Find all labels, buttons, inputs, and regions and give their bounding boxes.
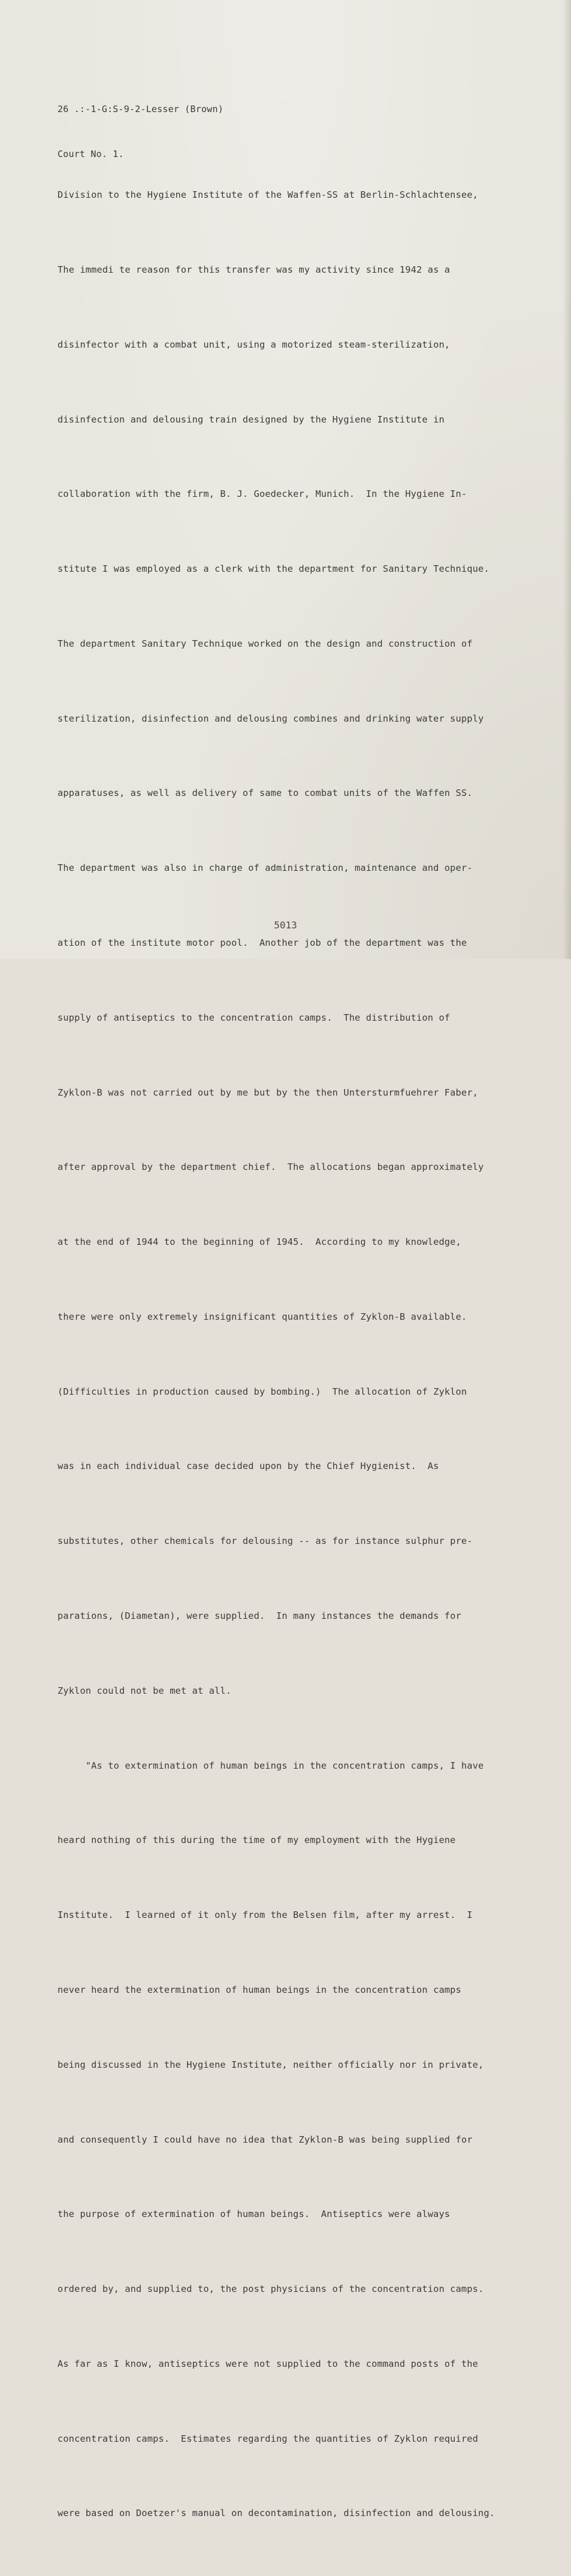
body-line: after approval by the department chief. The allocations began approximately [58, 1162, 484, 1173]
body-line: and consequently I could have no idea that Zyklon-B was being supplied for [58, 2134, 473, 2145]
body-line: collaboration with the firm, B. J. Goedecker, Munich. In the Hygiene In- [58, 488, 467, 500]
body-line: at the end of 1944 to the beginning of 1945. According to my knowledge, [58, 1236, 461, 1248]
body-line: Institute. I learned of it only from the Belsen film, after my arrest. I [58, 1910, 473, 1921]
body-line: parations, (Diametan), were supplied. In many instances the demands for [58, 1610, 461, 1622]
body-line: sterilization, disinfection and delousing combines and drinking water supply [58, 713, 484, 724]
body-line: "As to extermination of human beings in the concentration camps, I have [58, 1760, 484, 1771]
body-line: ordered by, and supplied to, the post physicians of the concentration camps. [58, 2284, 484, 2295]
body-line: substitutes, other chemicals for delousing -- as for instance sulphur pre- [58, 1536, 473, 1547]
body-line: The department Sanitary Technique worked on the design and construction of [58, 638, 473, 649]
body-line: (Difficulties in production caused by bombing.) The allocation of Zyklon [58, 1386, 467, 1397]
body-line: apparatuses, as well as delivery of same to combat units of the Waffen SS. [58, 788, 473, 799]
body-line: never heard the extermination of human beings in the concentration camps [58, 1984, 461, 1995]
page-number: 5013 [274, 919, 297, 931]
body-line: there were only extremely insignificant quantities of Zyklon-B available. [58, 1311, 467, 1322]
body-line: stitute I was employed as a clerk with the department for Sanitary Technique. [58, 563, 490, 575]
body-line: ation of the institute motor pool. Another job of the department was the [58, 937, 467, 948]
body-line: were based on Doetzer's manual on decontamination, disinfection and delousing. [58, 2508, 496, 2519]
header-reference: 26 .:-1-G:S-9-2-Lesser (Brown) [58, 104, 223, 114]
body-line: concentration camps. Estimates regarding the quantities of Zyklon required [58, 2433, 478, 2444]
document-body [58, 133, 537, 2576]
body-line: supply of antiseptics to the concentration camps. The distribution of [58, 1012, 451, 1023]
body-line: The department was also in charge of administration, maintenance and oper- [58, 862, 473, 874]
body-line: Division to the Hygiene Institute of the Waffen-SS at Berlin-Schlachtensee, [58, 189, 478, 201]
body-line: disinfector with a combat unit, using a motorized steam-sterilization, [58, 339, 451, 350]
body-line: Zyklon could not be met at all. [58, 1685, 232, 1696]
body-line: was in each individual case decided upon by the Chief Hygienist. As [58, 1461, 439, 1472]
page-edge-shadow [563, 0, 571, 959]
body-line: disinfection and delousing train designed by the Hygiene Institute in [58, 414, 445, 425]
body-line: As far as I know, antiseptics were not supplied to the command posts of the [58, 2358, 478, 2369]
body-line: The immedi te reason for this transfer was my activity since 1942 as a [58, 264, 451, 275]
body-line: heard nothing of this during the time of my employment with the Hygiene [58, 1835, 456, 1846]
header-court: Court No. 1. [58, 149, 124, 159]
body-line: the purpose of extermination of human beings. Antiseptics were always [58, 2209, 451, 2220]
body-line: being discussed in the Hygiene Institute, neither officially nor in private, [58, 2059, 484, 2070]
body-line: Zyklon-B was not carried out by me but by the then Untersturmfuehrer Faber, [58, 1087, 478, 1098]
